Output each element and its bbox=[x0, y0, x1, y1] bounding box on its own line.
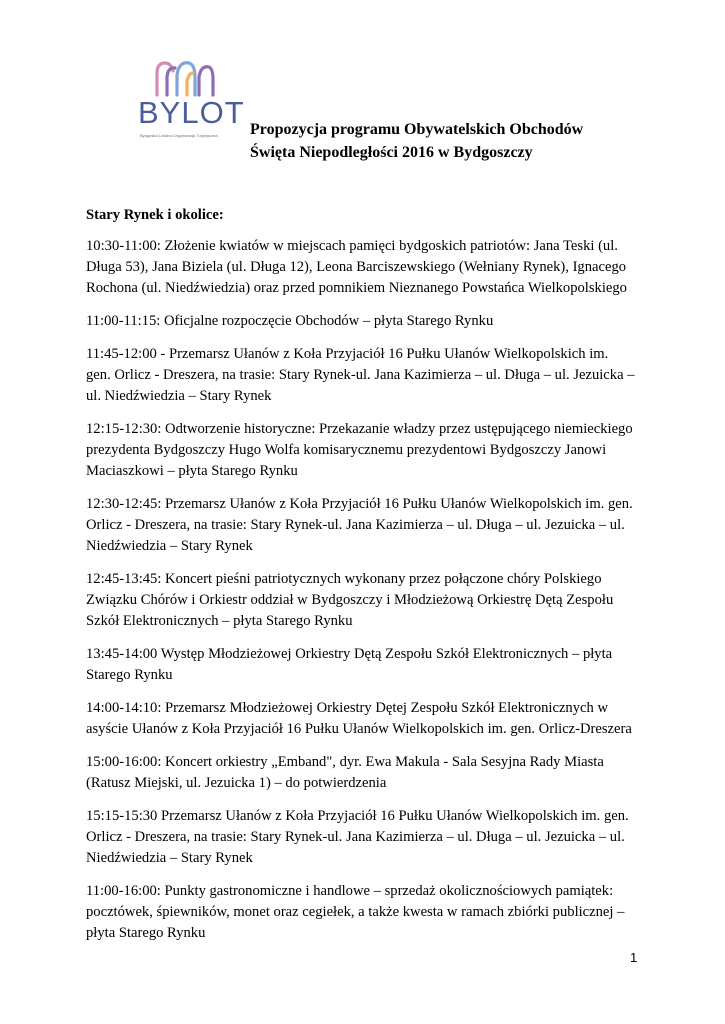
title-line-2: Święta Niepodległości 2016 w Bydgoszczy bbox=[250, 144, 533, 161]
program-content bbox=[86, 205, 646, 956]
program-entry-line: pocztówek, śpiewników, monet oraz cegiełek, a także kwesta w ramach zbiórki publicznej – bbox=[86, 904, 625, 920]
program-entry-line: 15:15-15:30 Przemarsz Ułanów z Koła Przyjaciół 16 Pułku Ułanów Wielkopolskich im. gen. bbox=[86, 808, 629, 824]
program-entry-line: (Ratusz Miejski, ul. Jezuicka 1) – do potwierdzenia bbox=[86, 775, 387, 791]
program-entry-line: 12:45-13:45: Koncert pieśni patriotycznych wykonany przez połączone chóry Polskiego bbox=[86, 571, 602, 587]
program-entry-line: ul. Niedźwiedzia – Stary Rynek bbox=[86, 388, 272, 404]
program-entry-line: Rochona (ul. Niedźwiedzia) oraz przed pomnikiem Nieznanego Powstańca Wielkopolskiego bbox=[86, 280, 627, 296]
program-entry bbox=[86, 311, 646, 332]
page-number: 1 bbox=[630, 950, 638, 965]
section-heading: Stary Rynek i okolice: bbox=[86, 207, 224, 223]
program-entry-line: Orlicz - Dreszera, na trasie: Stary Rynek-ul. Jana Kazimierza – ul. Długa – ul. Jezuicka – ul. bbox=[86, 517, 625, 533]
program-entry-line: gen. Orlicz - Dreszera, na trasie: Stary Rynek-ul. Jana Kazimierza – ul. Długa – ul. Jezuicka – bbox=[86, 367, 635, 383]
logo-subtitle: Bydgoska Lokalna Organizacja Turystyczna bbox=[140, 133, 218, 138]
program-entry-line: 12:30-12:45: Przemarsz Ułanów z Koła Przyjaciół 16 Pułku Ułanów Wielkopolskich im. gen. bbox=[86, 496, 633, 512]
bylot-arches-icon bbox=[135, 55, 235, 100]
program-entry-line: Długa 53), Jana Biziela (ul. Długa 12), Leona Barciszewskiego (Wełniany Rynek), Ignacego bbox=[86, 259, 627, 275]
program-entry-line: 11:45-12:00 - Przemarsz Ułanów z Koła Przyjaciół 16 Pułku Ułanów Wielkopolskich im. bbox=[86, 346, 609, 362]
program-entry bbox=[86, 236, 646, 299]
program-entry bbox=[86, 344, 646, 407]
program-entry bbox=[86, 806, 646, 869]
program-entry-line: asyście Ułanów z Koła Przyjaciół 16 Pułku Ułanów Wielkopolskich im. gen. Orlicz-Dreszera bbox=[86, 721, 632, 737]
program-entry-line: 11:00-11:15: Oficjalne rozpoczęcie Obchodów – płyta Starego Rynku bbox=[86, 313, 494, 329]
program-entry-line: Orlicz - Dreszera, na trasie: Stary Rynek-ul. Jana Kazimierza – ul. Długa – ul. Jezuicka – ul. bbox=[86, 829, 625, 845]
program-entry-line: prezydenta Bydgoszczy Hugo Wolfa komisarycznemu prezydentowi Bydgoszczy Janowi bbox=[86, 442, 607, 458]
program-entry-line: Szkół Elektronicznych – płyta Starego Rynku bbox=[86, 613, 353, 629]
document-title bbox=[250, 118, 690, 164]
program-entry bbox=[86, 644, 646, 686]
program-entry-line: Związku Chórów i Orkiestr oddział w Bydgoszczy i Młodzieżową Orkiestrę Dętą Zespołu bbox=[86, 592, 614, 608]
program-entry-line: Maciaszkowi – płyta Starego Rynku bbox=[86, 463, 298, 479]
logo-wordmark: BYLOT bbox=[138, 95, 245, 130]
program-entry-line: płyta Starego Rynku bbox=[86, 925, 206, 941]
program-entry bbox=[86, 881, 646, 944]
program-entry-line: Starego Rynku bbox=[86, 667, 173, 683]
program-entry-line: 10:30-11:00: Złożenie kwiatów w miejscach pamięci bydgoskich patriotów: Jana Teski (ul. bbox=[86, 238, 618, 254]
program-entry-line: 12:15-12:30: Odtworzenie historyczne: Przekazanie władzy przez ustępującego niemieckiego bbox=[86, 421, 633, 437]
program-entry-line: Niedźwiedzia – Stary Rynek bbox=[86, 850, 253, 866]
program-entry bbox=[86, 752, 646, 794]
program-entry bbox=[86, 698, 646, 740]
program-entry-line: 14:00-14:10: Przemarsz Młodzieżowej Orkiestry Dętej Zespołu Szkół Elektronicznych w bbox=[86, 700, 608, 716]
program-entry-line: 13:45-14:00 Występ Młodzieżowej Orkiestry Dętą Zespołu Szkół Elektronicznych – płyta bbox=[86, 646, 613, 662]
program-entry-line: 11:00-16:00: Punkty gastronomiczne i handlowe – sprzedaż okolicznościowych pamiątek: bbox=[86, 883, 614, 899]
program-entry-line: 15:00-16:00: Koncert orkiestry „Emband", dyr. Ewa Makula - Sala Sesyjna Rady Miasta bbox=[86, 754, 604, 770]
program-entry-line: Niedźwiedzia – Stary Rynek bbox=[86, 538, 253, 554]
program-entry bbox=[86, 569, 646, 632]
title-line-1: Propozycja programu Obywatelskich Obchodów bbox=[250, 121, 584, 138]
bylot-logo bbox=[135, 55, 245, 155]
program-entry bbox=[86, 419, 646, 482]
program-entry bbox=[86, 494, 646, 557]
program-entries bbox=[86, 236, 646, 944]
